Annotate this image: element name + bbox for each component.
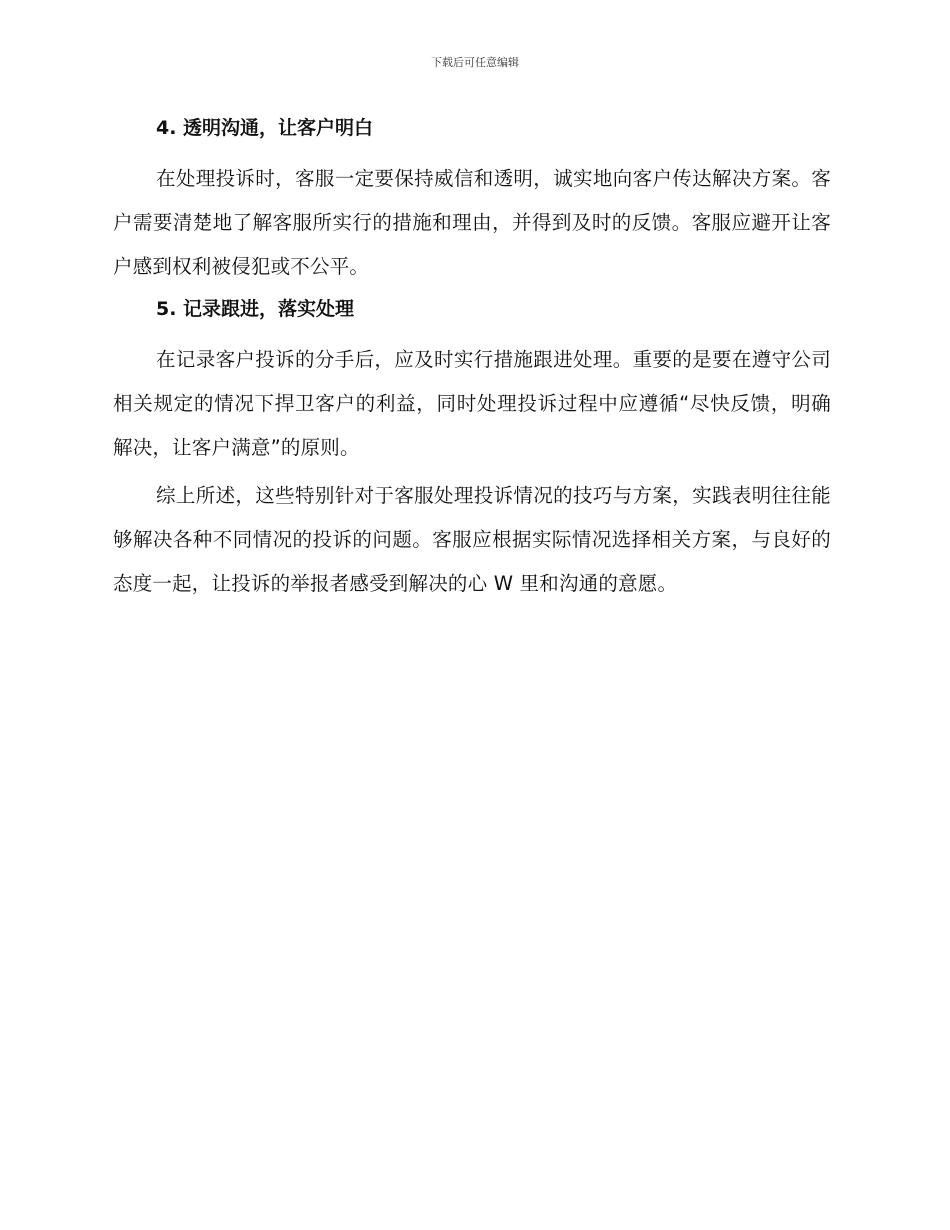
document-body bbox=[113, 112, 831, 608]
conclusion-paragraph: 综上所述，这些特别针对于客服处理投诉情况的技巧与方案，实践表明往往能够解决各种不同情况的投诉的问题。客服应根据实际情况选择相关方案，与良好的态度一起，让投诉的举报者感受到解决的心 W 里和沟通的意愿。 bbox=[113, 484, 831, 595]
section-heading-5: 5. 记录跟进，落实处理 bbox=[156, 298, 355, 320]
section-heading-4: 4. 透明沟通，让客户明白 bbox=[156, 117, 374, 139]
section-paragraph-5: 在记录客户投诉的分手后，应及时实行措施跟进处理。重要的是要在遵守公司相关规定的情况下捍卫客户的利益，同时处理投诉过程中应遵循“尽快反馈，明确解决，让客户满意”的原则。 bbox=[113, 348, 831, 459]
section-paragraph-4: 在处理投诉时，客服一定要保持威信和透明，诚实地向客户传达解决方案。客户需要清楚地了解客服所实行的措施和理由，并得到及时的反馈。客服应避开让客户感到权利被侵犯或不公平。 bbox=[113, 167, 831, 278]
page-header-note: 下载后可任意编辑 bbox=[431, 56, 519, 69]
